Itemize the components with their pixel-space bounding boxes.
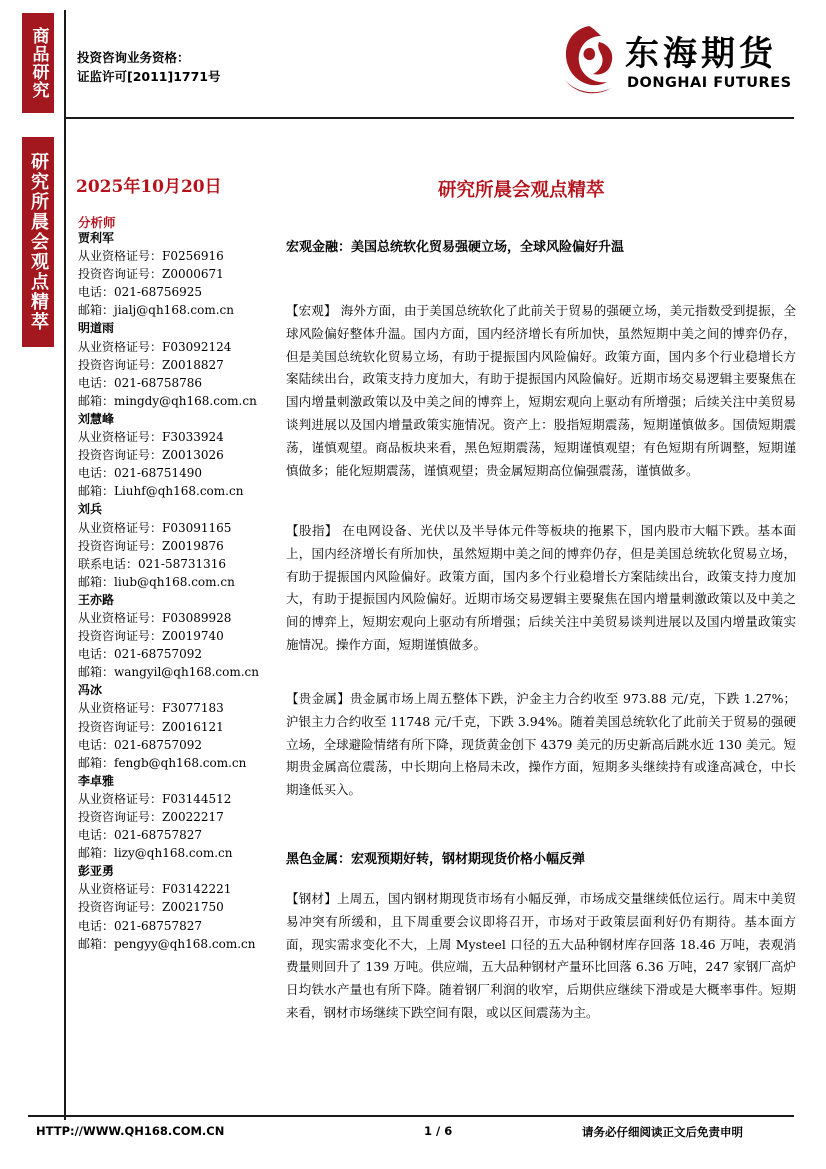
ferrous-section-heading: 黑色金属：宏观预期好转，钢材期现货价格小幅反弹 [286,852,586,867]
email: 邮箱：mingdy@qh168.com.cn [78,393,257,408]
practice-license: 从业资格证号：F3077183 [78,701,224,716]
analyst-card [78,500,278,590]
category-text: 商品研究 [28,27,49,99]
analyst-card [78,229,278,319]
analyst-list [78,229,278,953]
disclaimer-note: 请务必仔细阅读正文后免责申明 [582,1125,743,1139]
analyst-card [78,410,278,500]
analyst-name: 贾利军 [78,231,115,245]
phone: 电话：021-68757092 [78,737,203,752]
consulting-license: 投资咨询证号：Z0000671 [78,267,224,282]
practice-license: 从业资格证号：F03144512 [78,791,232,806]
practice-license: 从业资格证号：F03142221 [78,882,232,897]
dragon-logo-icon [555,20,623,98]
report-title: 研究所晨会观点精萃 [438,180,605,201]
header-divider [64,117,794,119]
series-text: 研究所晨会观点精萃 [28,152,49,332]
analyst-name: 彭亚勇 [78,864,115,879]
consulting-license: 投资咨询证号：Z0022217 [78,810,224,824]
equity-paragraph: 【股指】 在电网设备、光伏以及半导体元件等板块的拖累下，国内股市大幅下跌。基本面上，国内经济增长有所加快，虽然短期中美之间的博弈仍存，但是美国总统软化贸易立场，有助于提振国内风险偏好。政策方面，国内多个行业稳增长方案陆续出台，政策支持力度加大，有助于提振国内风险偏好。近期市场交易逻辑主要聚焦在国内增量刺激政策以及中美之间的博弈上，短期宏观向上驱动有所增强；后续关注中美贸易谈判进展以及国内增量政策实施情况。操作方面，短期谨慎做多。 [286,523,796,652]
consulting-license: 投资咨询证号：Z0018827 [78,357,224,372]
practice-license: 从业资格证号：F03091165 [78,520,232,535]
analyst-name: 冯冰 [78,683,103,698]
precious-metals-paragraph: 【贵金属】贵金属市场上周五整体下跌，沪金主力合约收至 973.88 元/克，下跌 1.27%；沪银主力合约收至 11748 元/千克，下跌 3.94%。随着美国总统软化了此前关于贸易的强硬立场，全球避险情绪有所下降，现货黄金创下 4379 美元的历史新高后跳水近 130 美元。短期贵金属高位震荡，中长期向上格局未改，操作方面，短期多头继续持有或逢高减仓，中长期逢低买入。 [286,691,796,798]
analyst-card [78,772,278,862]
website-link[interactable]: HTTP://WWW.QH168.COM.CN [36,1124,225,1138]
report-category-tag [22,13,54,113]
phone: 电话：021-68757827 [78,828,203,843]
phone: 电话：021-68756925 [78,285,203,300]
practice-license: 从业资格证号：F03092124 [78,339,232,354]
email: 邮箱：liub@qh168.com.cn [78,574,235,589]
analyst-name: 李卓雅 [78,773,115,788]
qualification-line: 投资咨询业务资格： [77,50,190,65]
company-logo [555,20,805,100]
logo-english-text: DONGHAI FUTURES [627,75,792,91]
vertical-divider [64,10,66,1120]
practice-license: 从业资格证号：F03089928 [78,610,232,625]
footer-divider [28,1115,794,1117]
license-line: 证监许可[2011]1771号 [77,69,221,84]
consulting-license: 投资咨询证号：Z0013026 [78,448,224,463]
consulting-license: 投资咨询证号：Z0016121 [78,719,224,734]
analyst-name: 刘慧峰 [78,411,115,426]
phone: 电话：021-68751490 [78,466,203,481]
email: 邮箱：fengb@qh168.com.cn [78,755,247,770]
practice-license: 从业资格证号：F0256916 [78,249,224,264]
consulting-license: 投资咨询证号：Z0019740 [78,629,224,644]
steel-paragraph: 【钢材】上周五，国内钢材期现货市场有小幅反弹，市场成交量继续低位运行。周末中美贸易冲突有所缓和，且下周重要会议即将召开，市场对于政策层面利好仍有期待。基本面方面，现实需求变化不大，上周 Mysteel 口径的五大品种钢材库存回落 18.46 万吨，表观消费量则回升了 139 万吨。供应端，五大品种钢材产量环比回落 6.36 万吨，247 家钢厂高炉日均铁水产量也有所下降。随着钢厂利润的收窄，后期供应继续下滑或是大概率事件。短期来看，钢材市场继续下跌空间有限，或以区间震荡为主。 [286,891,796,1020]
analyst-heading: 分析师 [78,215,116,230]
email: 邮箱：pengyy@qh168.com.cn [78,936,256,951]
report-date: 2025年10月20日 [76,177,222,197]
macro-section-heading: 宏观金融：美国总统软化贸易强硬立场，全球风险偏好升温 [286,240,625,255]
phone: 电话：021-68757092 [78,647,203,662]
logo-chinese-text: 东海期货 [625,34,777,74]
practice-license: 从业资格证号：F3033924 [78,430,224,445]
analyst-name: 明道雨 [78,321,115,336]
macro-paragraph: 【宏观】 海外方面，由于美国总统软化了此前关于贸易的强硬立场，美元指数受到提振，全球风险偏好整体升温。国内方面，国内经济增长有所加快，虽然短期中美之间的博弈仍存，但是美国总统软化贸易立场，有助于提振国内风险偏好。政策方面，国内多个行业稳增长方案陆续出台，政策支持力度加大，有助于提振国内风险偏好。近期市场交易逻辑主要聚焦在国内增量刺激政策以及中美之间的博弈上，短期宏观向上驱动有所增强；后续关注中美贸易谈判进展以及国内增量政策实施情况。资产上：股指短期震荡，短期谨慎做多。国债短期震荡，谨慎观望。商品板块来看，黑色短期震荡，短期谨慎观望；有色短期有所调整，短期谨慎做多；能化短期震荡，谨慎观望；贵金属短期高位偏强震荡，谨慎做多。 [286,303,796,478]
consulting-license: 投资咨询证号：Z0019876 [78,538,224,553]
phone: 电话：021-68757827 [78,918,203,933]
email: 邮箱：Liuhf@qh168.com.cn [78,484,244,499]
email: 邮箱：lizy@qh168.com.cn [78,846,233,861]
phone: 电话：021-68758786 [78,375,203,390]
analyst-card [78,681,278,771]
consulting-license: 投资咨询证号：Z0021750 [78,900,224,915]
analyst-card [78,862,278,952]
analyst-card [78,591,278,681]
analyst-card [78,319,278,409]
phone: 联系电话：021-58731316 [78,556,227,571]
qualification-block [77,48,221,86]
email: 邮箱：wangyil@qh168.com.cn [78,665,260,680]
report-series-tag [22,137,54,347]
page-number: 1 / 6 [424,1124,453,1138]
analyst-name: 王亦路 [78,592,115,607]
email: 邮箱：jialj@qh168.com.cn [78,303,234,318]
analyst-name: 刘兵 [78,502,103,517]
